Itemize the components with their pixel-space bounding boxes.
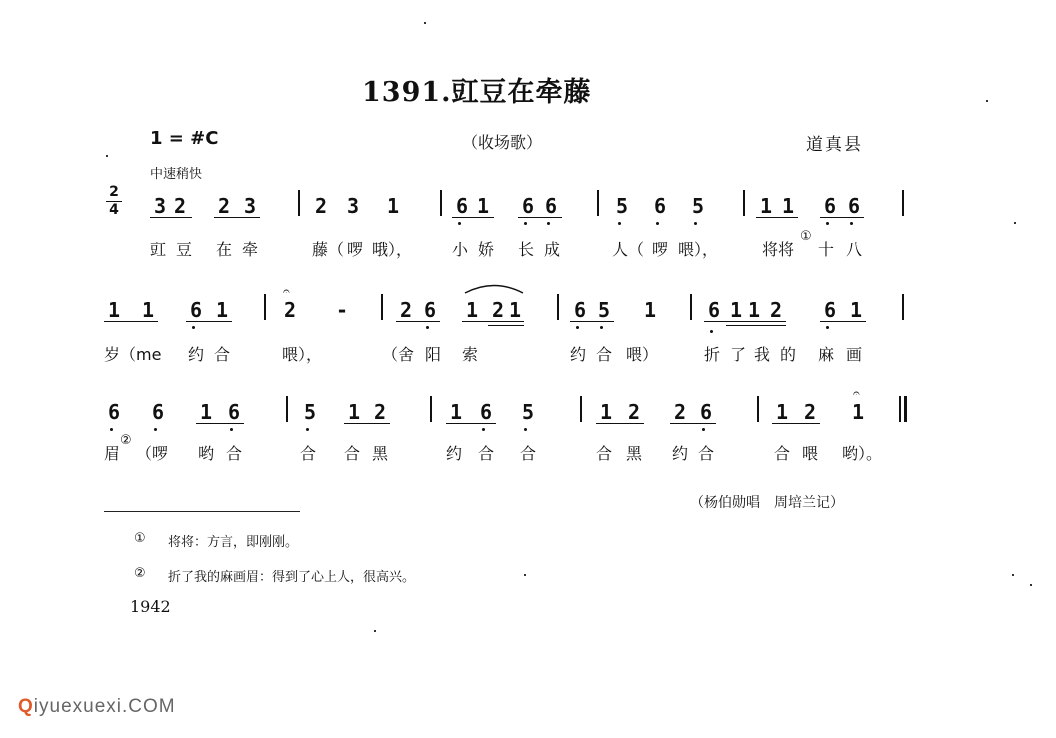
scan-speck: [1012, 574, 1014, 576]
octave-dot: [600, 326, 603, 329]
lyric: 合: [344, 444, 361, 463]
lyric: 哟）。: [842, 444, 883, 463]
beam-underline: [104, 321, 158, 322]
barline: [298, 190, 300, 216]
octave-dot: [192, 326, 195, 329]
octave-dot: [826, 326, 829, 329]
beam-underline: [196, 423, 244, 424]
lyric: 喂），: [282, 345, 323, 364]
lyric: 眉: [104, 444, 121, 463]
barline: [381, 294, 383, 320]
note: 5: [521, 400, 535, 424]
scan-speck: [424, 22, 426, 24]
note: 3: [243, 194, 257, 218]
lyric: 人（: [612, 240, 645, 259]
lyric: 合: [698, 444, 715, 463]
page-number: 1942: [130, 597, 171, 616]
note: 1: [347, 400, 361, 424]
song-subtitle: （收场歌）: [462, 133, 543, 152]
barline: [902, 190, 904, 216]
scan-speck: [986, 100, 988, 102]
octave-dot: [576, 326, 579, 329]
note: 5: [615, 194, 629, 218]
note-dash: -: [335, 298, 349, 322]
lyric: 的: [780, 345, 797, 364]
fermata-icon: 𝄐: [853, 386, 860, 400]
lyric: 豆: [176, 240, 193, 259]
note: 1: [729, 298, 743, 322]
beam-underline: [570, 321, 614, 322]
lyric: 喂: [802, 444, 819, 463]
lyric: 合: [300, 444, 317, 463]
barline: [430, 396, 432, 422]
lyric: 喂）: [626, 345, 659, 364]
lyric: 约: [446, 444, 463, 463]
note: 2: [769, 298, 783, 322]
note: 1: [643, 298, 657, 322]
lyric: 喂），: [678, 240, 719, 259]
note: 5: [597, 298, 611, 322]
beam-underline: [186, 321, 232, 322]
octave-dot: [850, 222, 853, 225]
footnote-ref-1: ①: [800, 229, 812, 244]
barline: [440, 190, 442, 216]
lyric: 娇: [478, 240, 495, 259]
beam-underline: [820, 321, 866, 322]
beam-underline: [704, 321, 786, 322]
note: 6: [544, 194, 558, 218]
lyric: 八: [846, 240, 863, 259]
beam-underline: [150, 217, 192, 218]
octave-dot: [306, 428, 309, 431]
barline: [757, 396, 759, 422]
note: 6: [455, 194, 469, 218]
lyric: 十: [818, 240, 835, 259]
lyric: 合: [596, 345, 613, 364]
barline: [743, 190, 745, 216]
note: 6: [707, 298, 721, 322]
note: 2: [627, 400, 641, 424]
footnote-mark-2: ②: [134, 566, 146, 581]
performer-credit: （杨伯勋唱 周培兰记）: [690, 495, 844, 511]
footnote-text-2: 折了我的麻画眉：得到了心上人，很高兴。: [168, 570, 416, 585]
octave-dot: [426, 326, 429, 329]
octave-dot: [656, 222, 659, 225]
lyric: 合: [774, 444, 791, 463]
final-barline-thick: [904, 396, 907, 422]
octave-dot: [110, 428, 113, 431]
barline: [690, 294, 692, 320]
footnote-divider: [104, 511, 300, 512]
beam-underline: [596, 423, 644, 424]
barline: [264, 294, 266, 320]
song-region: 道真县: [806, 135, 863, 155]
beam-underline: [452, 217, 494, 218]
note: 1: [141, 298, 155, 322]
octave-dot: [524, 222, 527, 225]
octave-dot: [458, 222, 461, 225]
note: 6: [479, 400, 493, 424]
footnote-text-1: 将将：方言，即刚刚。: [168, 535, 299, 550]
lyric: 将将: [762, 240, 795, 259]
lyric: 合: [596, 444, 613, 463]
watermark-text: iyuexuexi.COM: [33, 696, 176, 717]
lyric: 长: [518, 240, 535, 259]
barline: [580, 396, 582, 422]
site-watermark: [18, 696, 176, 718]
lyric: 黑: [626, 444, 643, 463]
time-signature-bottom: 4: [109, 202, 119, 218]
scan-speck: [374, 630, 376, 632]
note: 2: [373, 400, 387, 424]
note: 6: [227, 400, 241, 424]
beam-underline: [756, 217, 798, 218]
octave-dot: [230, 428, 233, 431]
note: 1: [465, 298, 479, 322]
note: 6: [521, 194, 535, 218]
octave-dot: [702, 428, 705, 431]
note: 3: [346, 194, 360, 218]
lyric: 藤（: [312, 240, 345, 259]
lyric: 约: [570, 345, 587, 364]
lyric: 牵: [242, 240, 259, 259]
time-signature: [104, 184, 124, 219]
note: 1: [449, 400, 463, 424]
note: 1: [386, 194, 400, 218]
note: 1: [508, 298, 522, 322]
fermata-icon: 𝄐: [283, 284, 290, 298]
lyric: 索: [462, 345, 479, 364]
lyric: 我: [754, 345, 771, 364]
lyric: 画: [846, 345, 863, 364]
beam-underline: [670, 423, 716, 424]
beam-underline: [462, 321, 524, 322]
note: 1: [747, 298, 761, 322]
octave-dot: [154, 428, 157, 431]
barline: [902, 294, 904, 320]
note: 3: [153, 194, 167, 218]
note: 6: [573, 298, 587, 322]
final-barline-thin: [899, 396, 901, 422]
lyric: 麻: [818, 345, 835, 364]
key-signature: 1 = #C: [150, 128, 219, 149]
lyric: 岁（me: [104, 345, 162, 364]
lyric: 小: [452, 240, 469, 259]
lyric: 了: [730, 345, 747, 364]
note: 1: [476, 194, 490, 218]
beam-underline: [820, 217, 864, 218]
lyric: （啰: [136, 444, 169, 463]
lyric: 合: [226, 444, 243, 463]
footnote-ref-2: ②: [120, 433, 132, 448]
note: 6: [823, 298, 837, 322]
beam-underline-double: [488, 325, 524, 326]
note: 6: [151, 400, 165, 424]
note: 6: [653, 194, 667, 218]
beam-underline: [214, 217, 260, 218]
note: 1: [215, 298, 229, 322]
lyric: 折: [704, 345, 721, 364]
note: 2: [673, 400, 687, 424]
lyric: （舍: [382, 345, 415, 364]
slur-icon: [462, 280, 526, 294]
beam-underline: [772, 423, 820, 424]
octave-dot: [482, 428, 485, 431]
note: 6: [823, 194, 837, 218]
watermark-logo-letter: Q: [18, 696, 34, 717]
octave-dot: [547, 222, 550, 225]
lyric: 豇: [150, 240, 167, 259]
octave-dot: [826, 222, 829, 225]
lyric: 哟: [198, 444, 215, 463]
note: 6: [699, 400, 713, 424]
note: 5: [303, 400, 317, 424]
beam-underline-double: [726, 325, 786, 326]
octave-dot: [710, 330, 713, 333]
lyric: 合: [478, 444, 495, 463]
note: 2: [217, 194, 231, 218]
lyric: 啰: [347, 240, 364, 259]
lyric: 成: [544, 240, 561, 259]
note: 1: [775, 400, 789, 424]
lyric: 黑: [372, 444, 389, 463]
lyric: 合: [214, 345, 231, 364]
beam-underline: [518, 217, 562, 218]
note: 2: [173, 194, 187, 218]
song-title: 1391.豇豆在牵藤: [362, 77, 592, 108]
barline: [557, 294, 559, 320]
note: 1: [851, 400, 865, 424]
note: 1: [759, 194, 773, 218]
note: 1: [849, 298, 863, 322]
scan-speck: [106, 155, 108, 157]
note: 1: [599, 400, 613, 424]
beam-underline: [446, 423, 496, 424]
lyric: 哦），: [372, 240, 413, 259]
lyric: 在: [216, 240, 233, 259]
tempo-marking: 中速稍快: [150, 167, 203, 182]
note: 2: [399, 298, 413, 322]
note: 1: [107, 298, 121, 322]
note: 2: [314, 194, 328, 218]
note: 2: [283, 298, 297, 322]
scan-speck: [1030, 584, 1032, 586]
note: 1: [199, 400, 213, 424]
lyric: 阳: [425, 345, 442, 364]
lyric: 啰: [652, 240, 669, 259]
barline: [286, 396, 288, 422]
note: 2: [491, 298, 505, 322]
note: 6: [423, 298, 437, 322]
barline: [597, 190, 599, 216]
beam-underline: [396, 321, 440, 322]
note: 1: [781, 194, 795, 218]
note: 6: [847, 194, 861, 218]
lyric: 约: [188, 345, 205, 364]
octave-dot: [694, 222, 697, 225]
lyric: 约: [672, 444, 689, 463]
note: 5: [691, 194, 705, 218]
octave-dot: [524, 428, 527, 431]
octave-dot: [618, 222, 621, 225]
note: 6: [107, 400, 121, 424]
scan-speck: [1014, 222, 1016, 224]
footnote-mark-1: ①: [134, 531, 146, 546]
beam-underline: [344, 423, 390, 424]
time-signature-top: 2: [109, 184, 119, 200]
lyric: 合: [520, 444, 537, 463]
note: 6: [189, 298, 203, 322]
note: 2: [803, 400, 817, 424]
scan-speck: [524, 574, 526, 576]
